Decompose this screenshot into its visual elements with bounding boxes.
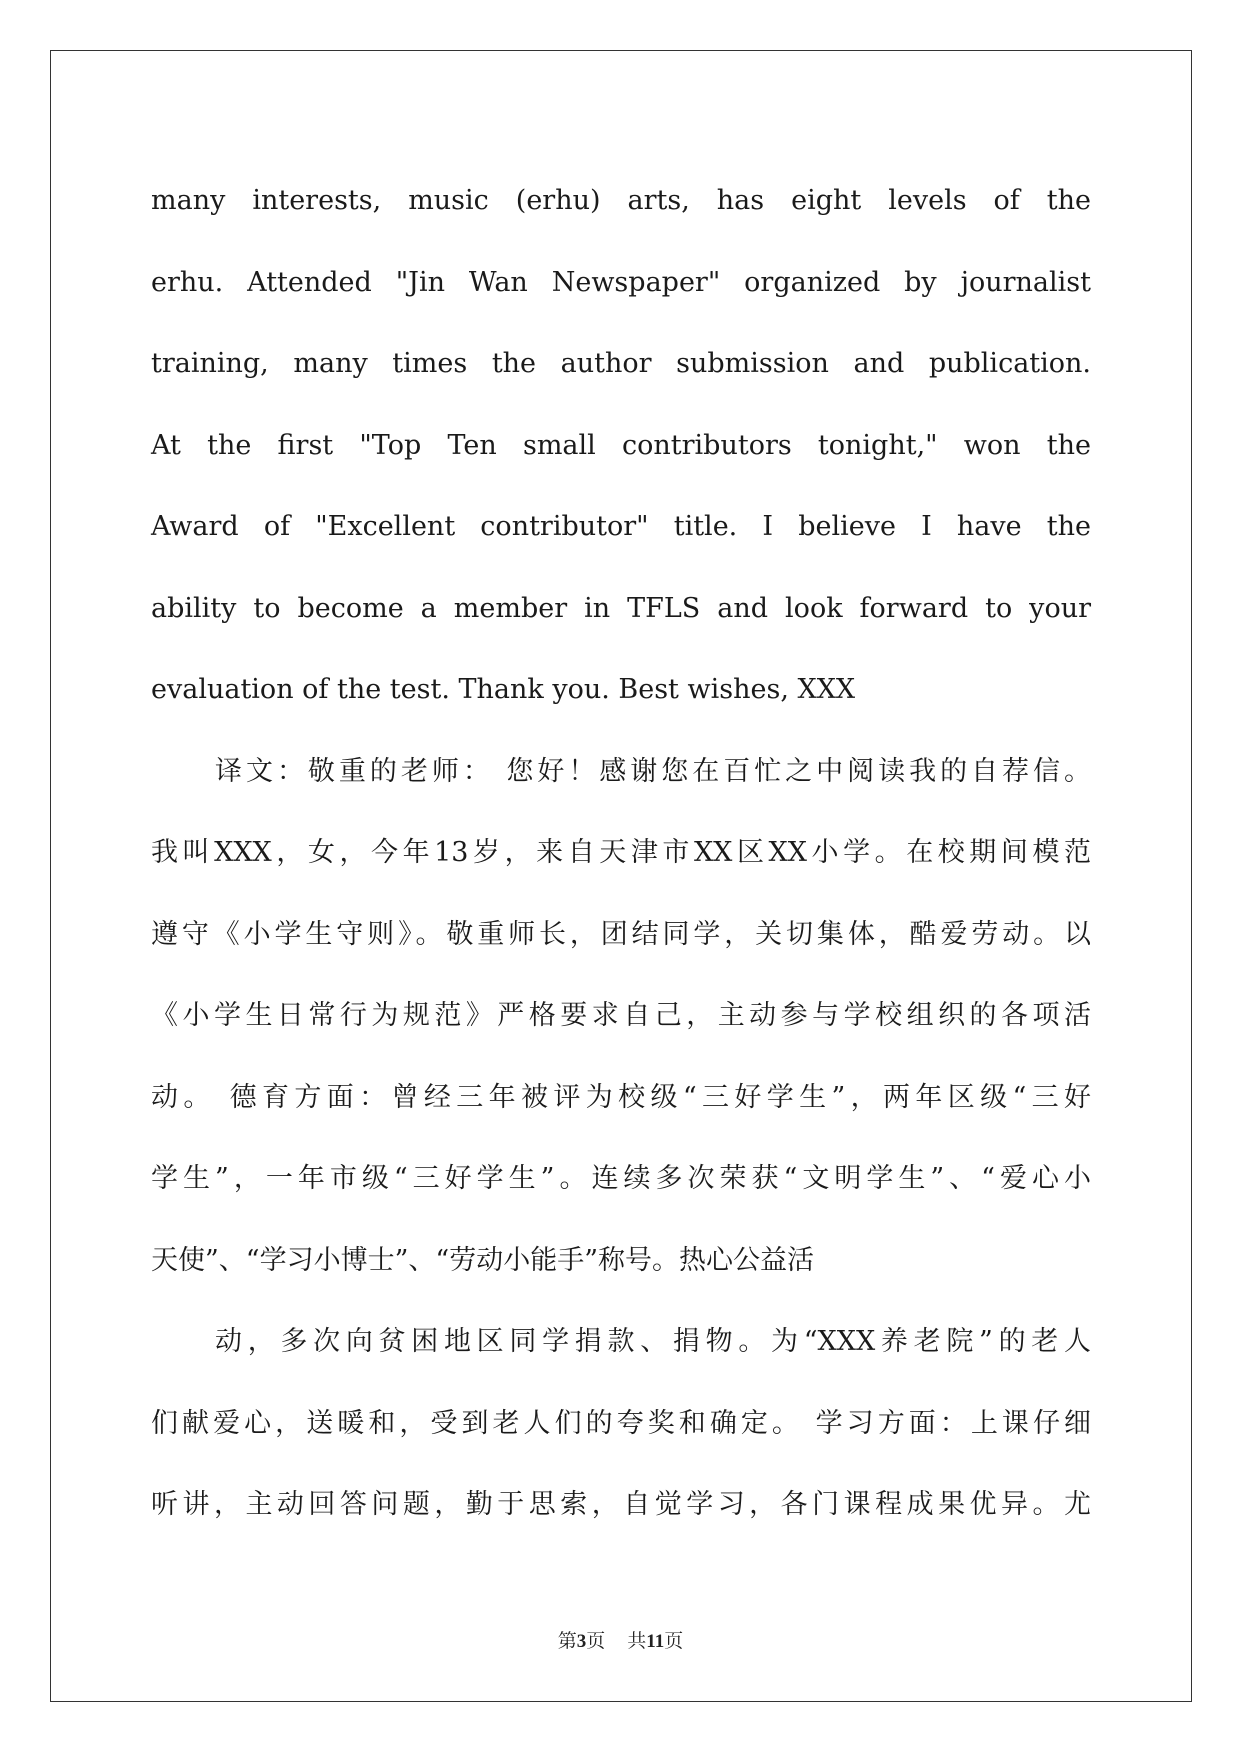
page-footer	[0, 1626, 1241, 1653]
text-line-12: 动。 德育方面：曾经三年被评为校级“三好学生”，两年区级“三好	[151, 1081, 1091, 1113]
text-line-3: training, many times the author submission and publication.	[151, 348, 1091, 379]
current-page-number: 3	[576, 1631, 587, 1652]
text-line-5: Award of "Excellent contributor" title. I believe I have the	[151, 511, 1091, 542]
text-line-7: evaluation of the test. Thank you. Best wishes, XXX	[151, 674, 856, 705]
text-line-2: erhu. Attended "Jin Wan Newspaper" organized by journalist	[151, 266, 1091, 298]
footer-page-suffix: 页	[586, 1631, 606, 1652]
text-line-8: 译文：敬重的老师： 您好！感谢您在百忙之中阅读我的自荐信。	[215, 755, 1091, 787]
footer-total-prefix: 共	[627, 1631, 647, 1652]
text-line-16: 们献爱心，送暖和，受到老人们的夸奖和确定。 学习方面：上课仔细	[151, 1407, 1091, 1439]
total-page-count: 11	[646, 1631, 665, 1652]
text-line-15: 动，多次向贫困地区同学捐款、捐物。为“XXX养老院”的老人	[215, 1326, 1091, 1357]
footer-prefix: 第	[557, 1631, 577, 1652]
text-line-10: 遵守《小学生守则》。敬重师长，团结同学，关切集体，酷爱劳动。以	[151, 918, 1091, 950]
text-line-11: 《小学生日常行为规范》严格要求自己，主动参与学校组织的各项活	[151, 1000, 1091, 1031]
text-line-9: 我叫XXX，女，今年13岁，来自天津市XX区XX小学。在校期间模范	[151, 837, 1091, 868]
footer-total-suffix: 页	[664, 1631, 684, 1652]
text-line-13: 学生”，一年市级“三好学生”。连续多次荣获“文明学生”、“爱心小	[151, 1163, 1091, 1194]
text-line-1: many interests, music (erhu) arts, has eight levels of the	[151, 185, 1091, 216]
text-line-14: 天使”、“学习小博士”、“劳动小能手”称号。热心公益活	[151, 1244, 815, 1276]
text-line-17: 听讲，主动回答问题，勤于思索，自觉学习，各门课程成果优异。尤	[151, 1489, 1091, 1520]
document-body	[151, 160, 1091, 1546]
text-line-6: ability to become a member in TFLS and look forward to your	[151, 592, 1091, 624]
text-line-4: At the first "Top Ten small contributors tonight," won the	[151, 429, 1091, 461]
